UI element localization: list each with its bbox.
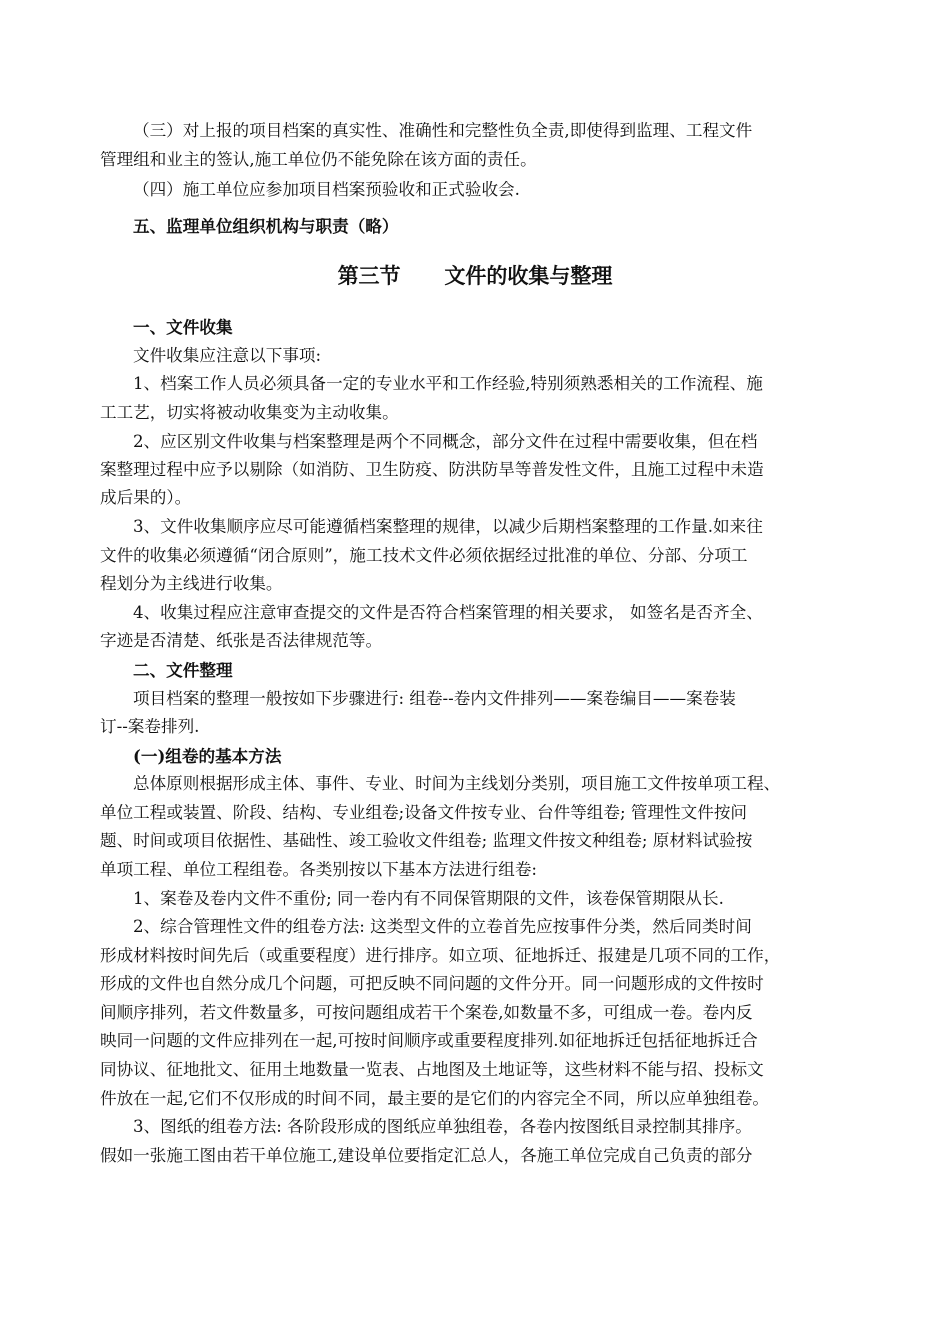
paragraph-line: 1、档案工作人员必须具备一定的专业水平和工作经验,特别须熟悉相关的工作流程、施 bbox=[133, 374, 763, 393]
paragraph-line: 2、综合管理性文件的组卷方法: 这类型文件的立卷首先应按事件分类，然后同类时间 bbox=[133, 917, 752, 936]
paragraph-line: 同协议、征地批文、征用土地数量一览表、占地图及土地证等，这些材料不能与招、投标文 bbox=[100, 1060, 764, 1079]
section-heading: 一、文件收集 bbox=[133, 317, 233, 337]
paragraph-line: 4、收集过程应注意审查提交的文件是否符合档案管理的相关要求， 如签名是否齐全、 bbox=[133, 603, 763, 622]
paragraph-line: 间顺序排列，若文件数量多，可按问题组成若干个案卷,如数量不多，可组成一卷。卷内反 bbox=[100, 1003, 753, 1022]
paragraph-line: 文件的收集必须遵循“闭合原则”，施工技术文件必须依据经过批准的单位、分部、分项工 bbox=[100, 546, 748, 565]
section-heading: 五、监理单位组织机构与职责（略） bbox=[133, 216, 399, 236]
paragraph-line: 单项工程、单位工程组卷。各类别按以下基本方法进行组卷: bbox=[100, 860, 538, 879]
paragraph-line: 1、案卷及卷内文件不重份; 同一卷内有不同保管期限的文件，该卷保管期限从长. bbox=[133, 889, 724, 908]
paragraph-line: 单位工程或装置、阶段、结构、专业组卷;设备文件按专业、台件等组卷; 管理性文件按问 bbox=[100, 803, 748, 822]
paragraph-line: 3、文件收集顺序应尽可能遵循档案整理的规律，以减少后期档案整理的工作量.如来往 bbox=[133, 517, 763, 536]
chapter-title: 第三节 文件的收集与整理 bbox=[337, 263, 613, 288]
paragraph-line: （四）施工单位应参加项目档案预验收和正式验收会. bbox=[133, 180, 520, 199]
paragraph-line: 项目档案的整理一般按如下步骤进行: 组卷--卷内文件排列——案卷编目——案卷装 bbox=[133, 689, 736, 708]
paragraph-line: 形成材料按时间先后（或重要程度）进行排序。如立项、征地拆迁、报建是几项不同的工作， bbox=[100, 946, 781, 965]
paragraph-line: 映同一问题的文件应排列在一起,可按时间顺序或重要程度排列.如征地拆迁包括征地拆迁合 bbox=[100, 1031, 758, 1050]
paragraph-line: 工工艺，切实将被动收集变为主动收集。 bbox=[100, 403, 399, 422]
paragraph-line: 3、图纸的组卷方法: 各阶段形成的图纸应单独组卷，各卷内按图纸目录控制其排序。 bbox=[133, 1117, 752, 1136]
paragraph-line: 题、时间或项目依据性、基础性、竣工验收文件组卷; 监理文件按文种组卷; 原材料试验按 bbox=[100, 831, 753, 850]
paragraph-line: 形成的文件也自然分成几个问题，可把反映不同问题的文件分开。同一问题形成的文件按时 bbox=[100, 974, 764, 993]
paragraph-line: 假如一张施工图由若干单位施工,建设单位要指定汇总人，各施工单位完成自己负责的部分 bbox=[100, 1146, 753, 1165]
paragraph-line: 管理组和业主的签认,施工单位仍不能免除在该方面的责任。 bbox=[100, 150, 537, 169]
paragraph-line: 字迹是否清楚、纸张是否法律规范等。 bbox=[100, 631, 383, 650]
paragraph-line: 2、应区别文件收集与档案整理是两个不同概念，部分文件在过程中需要收集，但在档 bbox=[133, 432, 758, 451]
paragraph-line: 案整理过程中应予以剔除（如消防、卫生防疫、防洪防旱等普发性文件，且施工过程中未造 bbox=[100, 460, 764, 479]
paragraph-line: 总体原则根据形成主体、事件、专业、时间为主线划分类别，项目施工文件按单项工程、 bbox=[133, 774, 781, 793]
paragraph-line: 件放在一起,它们不仅形成的时间不同，最主要的是它们的内容完全不同，所以应单独组卷。 bbox=[100, 1089, 770, 1108]
paragraph-line: 程划分为主线进行收集。 bbox=[100, 574, 283, 593]
section-heading: 二、文件整理 bbox=[133, 660, 233, 680]
subsection-heading: (一)组卷的基本方法 bbox=[133, 746, 282, 766]
paragraph-line: （三）对上报的项目档案的真实性、准确性和完整性负全责,即使得到监理、工程文件 bbox=[133, 121, 753, 140]
paragraph-line: 订--案卷排列. bbox=[100, 717, 200, 736]
paragraph-line: 文件收集应注意以下事项: bbox=[133, 346, 322, 365]
paragraph-line: 成后果的）。 bbox=[100, 488, 192, 507]
